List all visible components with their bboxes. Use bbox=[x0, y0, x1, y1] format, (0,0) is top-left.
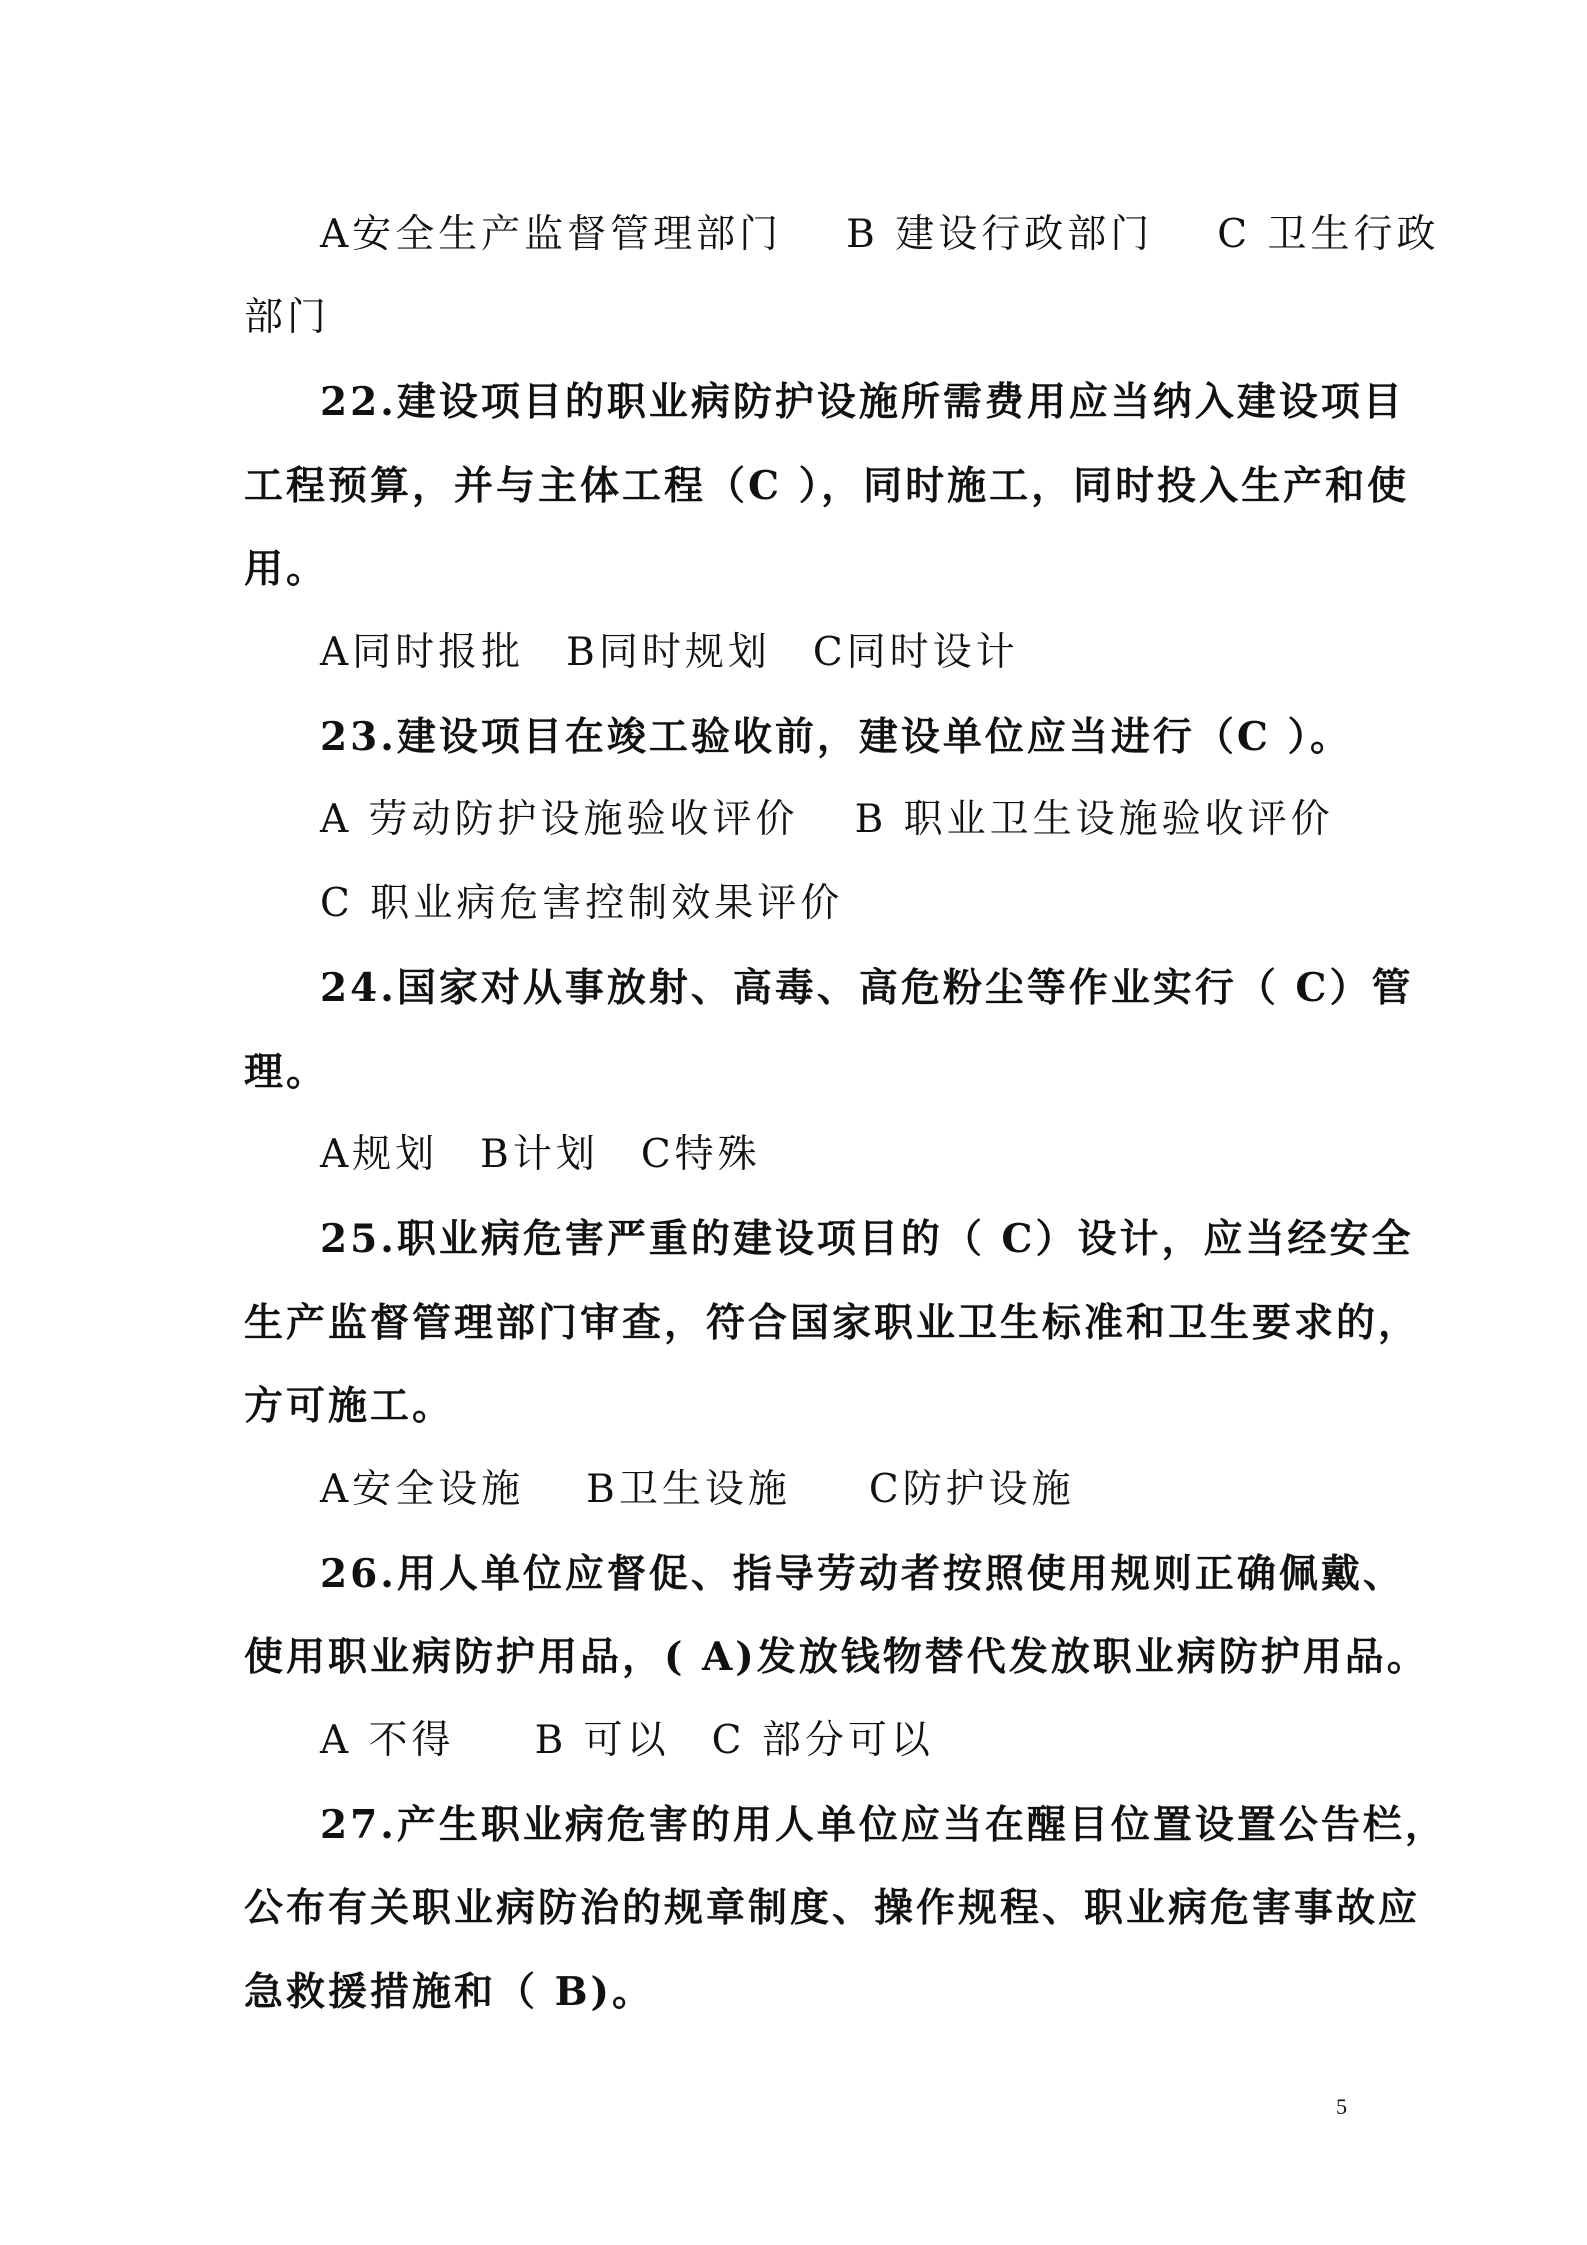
q26-option-b: B 可以 bbox=[534, 1718, 670, 1763]
q21-options-row bbox=[320, 207, 1439, 263]
q21-option-a: A安全生产监督管理部门 bbox=[320, 212, 783, 257]
q22-option-b: B同时规划 bbox=[566, 630, 771, 675]
q25-text-line-2: 生产监督管理部门审查，符合国家职业卫生标准和卫生要求的， bbox=[244, 1300, 1421, 1346]
q23-option-b: B 职业卫生设施验收评价 bbox=[854, 797, 1334, 842]
q22-text-line-2: 工程预算，并与主体工程（C ），同时施工，同时投入生产和使 bbox=[244, 463, 1410, 509]
q24-text-line-1: 24.国家对从事放射、高毒、高危粉尘等作业实行（ C）管 bbox=[320, 965, 1414, 1011]
q26-text-line-2: 使用职业病防护用品，( A)发放钱物替代发放职业病防护用品。 bbox=[244, 1634, 1429, 1680]
q26-option-a: A 不得 bbox=[320, 1718, 455, 1763]
q25-option-b: B卫生设施 bbox=[586, 1467, 791, 1512]
q21-option-b: B 建设行政部门 bbox=[846, 212, 1154, 257]
q23-option-c: C 职业病危害控制效果评价 bbox=[320, 881, 844, 926]
q25-options-row bbox=[320, 1462, 1075, 1518]
q26-option-c: C 部分可以 bbox=[711, 1718, 934, 1763]
q27-text-line-3: 急救援措施和（ B)。 bbox=[244, 1969, 654, 2015]
q21-option-c: C 卫生行政 bbox=[1217, 212, 1440, 257]
q23-options-row bbox=[320, 792, 1334, 848]
q23-option-a: A 劳动防护设施验收评价 bbox=[320, 797, 799, 842]
q21-option-c-continuation: 部门 bbox=[244, 295, 331, 340]
q27-text-line-1: 27.产生职业病危害的用人单位应当在醒目位置设置公告栏， bbox=[320, 1802, 1447, 1848]
q24-option-b: B计划 bbox=[480, 1132, 599, 1177]
q23-text-line-1: 23.建设项目在竣工验收前，建设单位应当进行（C ）。 bbox=[320, 714, 1352, 760]
q22-option-c: C同时设计 bbox=[812, 630, 1019, 675]
q22-options-row bbox=[320, 625, 1019, 681]
q26-text-line-1: 26.用人单位应督促、指导劳动者按照使用规则正确佩戴、 bbox=[320, 1551, 1405, 1597]
q24-option-a: A规划 bbox=[320, 1132, 439, 1177]
q24-text-line-2: 理。 bbox=[244, 1049, 329, 1095]
q22-text-line-1: 22.建设项目的职业病防护设施所需费用应当纳入建设项目 bbox=[320, 379, 1405, 425]
q22-text-line-3: 用。 bbox=[244, 546, 329, 592]
page-number: 5 bbox=[1336, 2094, 1347, 2119]
q25-option-c: C防护设施 bbox=[868, 1467, 1075, 1512]
q24-options-row bbox=[320, 1127, 761, 1183]
q25-text-line-1: 25.职业病危害严重的建设项目的（ C）设计，应当经安全 bbox=[320, 1216, 1414, 1262]
q27-text-line-2: 公布有关职业病防治的规章制度、操作规程、职业病危害事故应 bbox=[244, 1885, 1421, 1931]
q24-option-c: C特殊 bbox=[640, 1132, 761, 1177]
q25-option-a: A安全设施 bbox=[320, 1467, 525, 1512]
q26-options-row bbox=[320, 1713, 934, 1769]
q25-text-line-3: 方可施工。 bbox=[244, 1383, 455, 1429]
q22-option-a: A同时报批 bbox=[320, 630, 525, 675]
